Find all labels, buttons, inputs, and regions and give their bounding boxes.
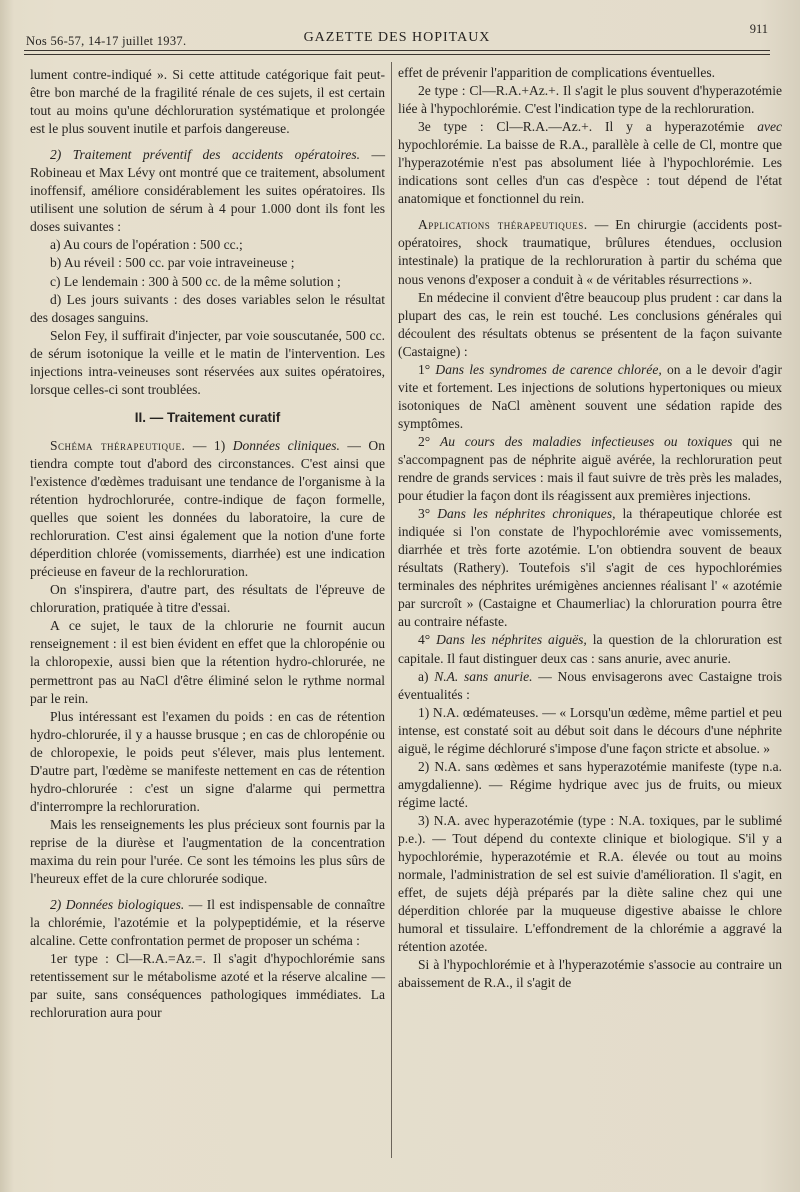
paragraph: 2) Traitement préventif des accidents opératoires. — Robineau et Max Lévy ont montré que ce traitement, absolument inoffensif, améliore considérablement les suites opératoires. Ils utilisent une solution de sérum à 4 pour 1.000 dont ils font les doses suivantes : [30,147,386,235]
paragraph: Si à l'hypochlorémie et à l'hyperazotémie s'associe au contraire un abaissement de R.A., il s'agit de [398,957,782,991]
paragraph: Mais les renseignements les plus précieux sont fournis par la reprise de la diurèse et l'augmentation de la concentration maxima du rein pour l'urée. Ce sont les témoins les plus sûrs de l'heureux effet de la cure chlorurée sodique. [30,816,385,887]
list-item: a) Au cours de l'opération : 500 cc.; [50,237,243,253]
paragraph: 1° Dans les syndromes de carence chlorée, on a le devoir d'agir vite et fortement. Les injections de solutions hypertoniques ou mieux isotoniques de NaCl amènent souvent une sédation rapide des symptômes. [398,361,783,431]
page-header [24,22,770,48]
paragraph: En médecine il convient d'être beaucoup plus prudent : car dans la plupart des cas, le rein est touché. Les conclusions générales qui découlent des résultats obtenus se présentent de la façon suivante (Castaigne) : [398,289,782,359]
paragraph: 3° Dans les néphrites chroniques, la thérapeutique chlorée est indiquée si l'on constate de l'hypochlorémie avec vomissements, diarrhée et très forte azotémie. L'on obtiendra souvent de beaux résultats (Rathery). Toutefois s'il s'agit de ces hypochlorémies terminales des néphrites urémigènes anciennes réalisant l' « azotémie par surcroît » (Castaigne et Chaumerliac) la chloruration pourra être au contraire néfaste. [398,506,783,630]
column-divider [391,62,392,1158]
paragraph: Plus intéressant est l'examen du poids : en cas de rétention hydro-chlorurée, il y a hausse brusque ; en cas de chloropénie ou de chloropexie, le poids peut s'élever, mais plus lentement. D'autre part, l'œdème se manifeste nettement en cas de rétention hydro-chlorurée : c'est un signe d'alarme qui permettra d'interrompre la rechloruration. [30,708,385,814]
page-number: 911 [749,22,768,36]
paragraph: 3e type : Cl—R.A.—Az.+. Il y a hyperazotémie avec hypochlorémie. La baisse de R.A., parallèle à celle de Cl, montre que l'hyperazotémie n'est pas absolument liée à l'hypochlorémie. Les indications sont celles d'un cas d'espèce : tout dépend de l'état anatomique et fonctionnel du rein. [398,119,782,207]
list-item: d) Les jours suivants : des doses variables selon le résultat des dosages sanguins. [30,291,385,325]
paragraph: lument contre-indiqué ». Si cette attitude catégorique fait peut-être bon marché de la fragilité rénale de ces sujets, il est certain tout au moins qu'une déchloruration systématique et prolongée est le plus souvent inutile et parfois dangereuse. [30,67,385,137]
paragraph: 4° Dans les néphrites aiguës, la question de la chloruration est capitale. Il faut distinguer deux cas : sans anurie, avec anurie. [398,632,782,666]
paragraph: a) N.A. sans anurie. — Nous envisagerons avec Castaigne trois éventualités : [398,668,782,702]
paragraph: 2° Au cours des maladies infectieuses ou toxiques qui ne s'accompagnent pas de néphrite aiguë avérée, la rechloruration peut rendre de grands services : mais il faut suivre de très près les malades, pour étudier la façon dont ils réagissent aux premières injections. [398,433,783,504]
paragraph: 2) Données biologiques. — Il est indispensable de connaître la chlorémie, l'azotémie et la polypeptidémie, et la réserve alcaline. Cette confrontation permet de proposer un schéma : [30,897,385,949]
italic-heading: 2) Données biologiques. [50,897,185,913]
paragraph: 2) N.A. sans œdèmes et sans hyperazotémie manifeste (type n.a. amygdalienne). — Régime hydrique avec jus de fruits, ou mieux régime lacté. [398,758,782,810]
paragraph: 1er type : Cl—R.A.=Az.=. Il s'agit d'hypochlorémie sans retentissement sur le métabolisme azoté et la réserve alcaline — par suite, sans conséquences pathologiques immédiates. La rechloruration aura pour [30,951,385,1021]
list-item: b) Au réveil : 500 cc. par voie intraveineuse ; [50,255,295,271]
paragraph: Selon Fey, il suffirait d'injecter, par voie souscutanée, 500 cc. de sérum isotonique la veille et le matin de l'intervention. Les injections intra-veineuses sont réservées aux suites opératoires, lorsque celles-ci sont troublées. [30,327,385,397]
paragraph: 1) N.A. œdémateuses. — « Lorsqu'un œdème, même partiel et peu intense, est constaté soit au début soit dans le décours d'une néphrite aiguë, le régime déchloruré s'impose d'une façon stricte et absolue. » [398,704,782,756]
paragraph: 2e type : Cl—R.A.+Az.+. Il s'agit le plus souvent d'hyperazotémie liée à l'hypochlorémie. C'est l'indication type de la rechloruration. [398,83,782,117]
issue-date: Nos 56-57, 14-17 juillet 1937. [26,34,187,48]
paragraph: On s'inspirera, d'autre part, des résultats de l'épreuve de chloruration, pratiquée à titre d'essai. [30,582,385,616]
paragraph: Schéma thérapeutique. — 1) Données cliniques. — On tiendra compte tout d'abord des circonstances. C'est ainsi que l'existence d'œdèmes traduisant une tendance de l'organisme à la rétention hydrochlorurée, contre-indique de façon formelle, quelles que soient les données du laboratoire, la cure de rechloruration. C'est ainsi également que la notion d'une forte déperdition chlorée (vomissements, diarrhée) est une indication précieuse en faveur de la rechloruration. [30,437,385,580]
right-column [398,64,782,992]
section-heading: II. — Traitement curatif [134,409,281,425]
paragraph: 3) N.A. avec hyperazotémie (type : N.A. toxiques, par le sublimé p.e.). — Tout dépend du contexte clinique et biologique. S'il y a hypochlorémie, hyperazotémie et R.A. élevée ou tout au moins normale, l'administration de sel est suivie d'amélioration. Il s'agit, en effet, de sujets déjà préparés par la diète saline chez qui une déperdition chlorée par la muqueuse digestive abaisse le chlore humoral et tissulaire. L'effondrement de la chlorémie a aggravé la rétention azotée. [398,812,782,955]
header-rule [24,50,770,51]
header-rule-thin [24,54,770,55]
italic-heading: 2) Traitement préventif des accidents opératoires. [50,147,360,163]
journal-title: GAZETTE DES HOPITAUX [303,30,491,45]
left-column [30,66,385,1022]
paragraph: Applications thérapeutiques. — En chirurgie (accidents post-opératoires, shock traumatique, brûlures étendues, occlusion intestinale) la pratique de la rechloruration à partir du schéma que nous venons d'exposer a conduit à « de véritables résurrections ». [398,217,782,287]
list-item: c) Le lendemain : 300 à 500 cc. de la même solution ; [50,273,341,289]
paragraph: effet de prévenir l'apparition de complications éventuelles. [398,65,716,80]
small-caps-heading: Applications thérapeutiques. [418,217,588,233]
paragraph: A ce sujet, le taux de la chlorurie ne fournit aucun renseignement : il est bien évident en effet que la chloropénie ou la chloropexie, aussi bien que la rétention hydro-chlorurée, ne permettront pas au NaCl d'être éliminé selon le rythme normal par le rein. [30,618,385,706]
small-caps-heading: Schéma thérapeutique. [50,437,186,453]
